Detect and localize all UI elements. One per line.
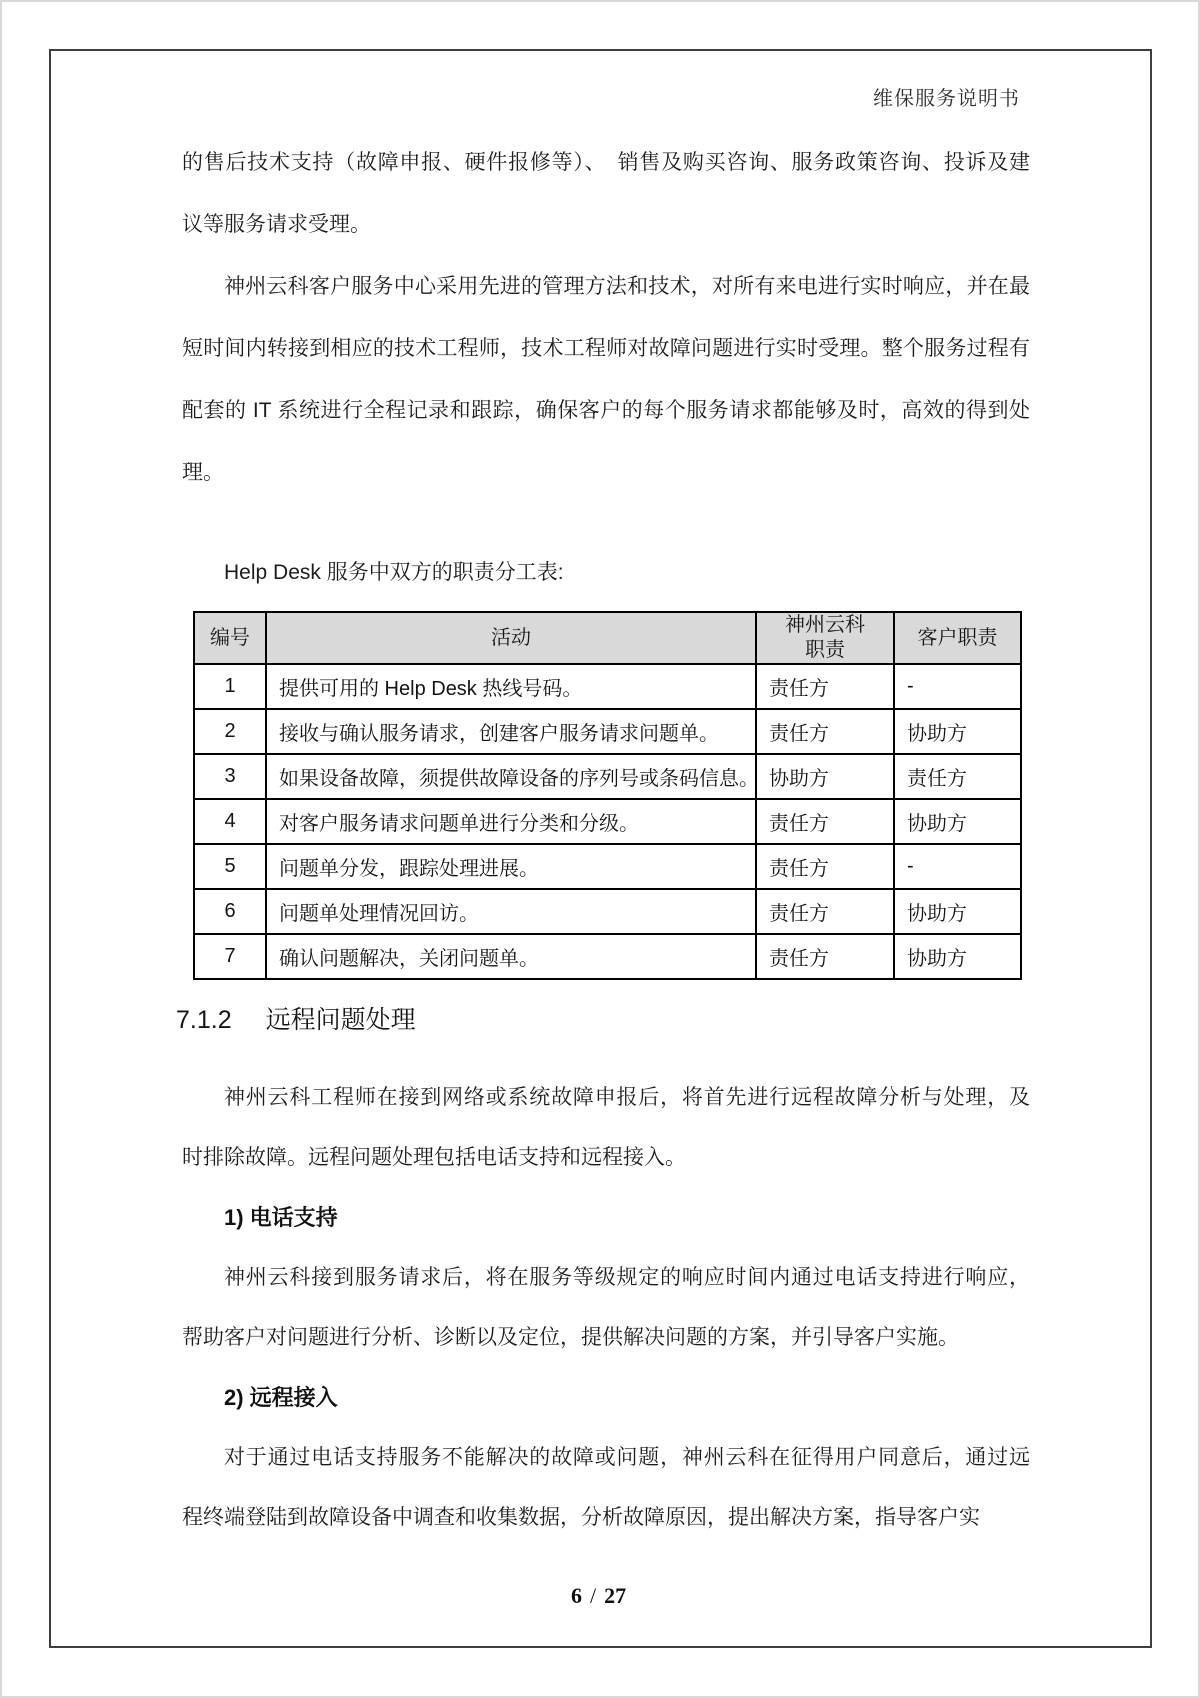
responsibility-table — [193, 611, 1022, 980]
table-header-dky-line2: 职责 — [805, 639, 845, 661]
table-cell-no: 6 — [194, 889, 266, 934]
table-row — [194, 754, 1021, 799]
page-number: 6 — [570, 1583, 582, 1608]
subheading-remote-access: 2) 远程接入 — [224, 1385, 338, 1410]
table-cell-customer: 协助方 — [894, 709, 1021, 754]
table-cell-activity: 如果设备故障，须提供故障设备的序列号或条码信息。 — [266, 754, 756, 799]
table-cell-dky: 责任方 — [756, 934, 894, 979]
paragraph-line: 配套的 IT 系统进行全程记录和跟踪，确保客户的每个服务请求都能够及时，高效的得到处 — [182, 399, 1030, 422]
table-row — [194, 934, 1021, 979]
table-cell-dky: 责任方 — [756, 889, 894, 934]
table-cell-activity: 问题单分发，跟踪处理进展。 — [266, 844, 756, 889]
helpdesk-table-intro: Help Desk 服务中双方的职责分工表: — [224, 561, 564, 584]
subheading-phone-support: 1) 电话支持 — [224, 1205, 338, 1230]
paragraph-line: 的售后技术支持（故障申报、硬件报修等）、 销售及购买咨询、服务政策咨询、投诉及建 — [182, 151, 1030, 174]
table-cell-activity: 对客户服务请求问题单进行分类和分级。 — [266, 799, 756, 844]
page-number-separator: / — [589, 1583, 597, 1608]
section-heading-7-1-2 — [176, 990, 1030, 1050]
table-cell-dky: 协助方 — [756, 754, 894, 799]
table-cell-activity: 提供可用的 Help Desk 热线号码。 — [266, 664, 756, 709]
paragraph-line: 对于通过电话支持服务不能解决的故障或问题，神州云科在征得用户同意后，通过远 — [224, 1446, 1030, 1469]
table-cell-dky: 责任方 — [756, 664, 894, 709]
table-cell-dky: 责任方 — [756, 844, 894, 889]
table-cell-customer: 协助方 — [894, 799, 1021, 844]
table-header-customer-responsibility: 客户职责 — [894, 612, 1021, 664]
table-header-row — [194, 612, 1021, 664]
table-cell-activity: 接收与确认服务请求，创建客户服务请求问题单。 — [266, 709, 756, 754]
table-header-dky-line1: 神州云科 — [785, 614, 865, 636]
table-row — [194, 844, 1021, 889]
paragraph-line: 理。 — [182, 461, 224, 484]
table-header-activity: 活动 — [266, 612, 756, 664]
table-cell-customer: - — [894, 844, 1021, 889]
section-title: 远程问题处理 — [265, 1006, 416, 1034]
table-row — [194, 889, 1021, 934]
table-cell-activity: 确认问题解决，关闭问题单。 — [266, 934, 756, 979]
table-row — [194, 799, 1021, 844]
page-footer — [49, 1583, 1148, 1609]
table-cell-customer: - — [894, 664, 1021, 709]
doc-header-title: 维保服务说明书 — [873, 88, 1020, 110]
paragraph-line: 时排除故障。远程问题处理包括电话支持和远程接入。 — [182, 1146, 686, 1169]
table-cell-customer: 协助方 — [894, 934, 1021, 979]
total-pages: 27 — [604, 1583, 627, 1608]
table-header-no: 编号 — [194, 612, 266, 664]
paragraph-line: 神州云科工程师在接到网络或系统故障申报后，将首先进行远程故障分析与处理，及 — [224, 1086, 1030, 1109]
paragraph-line: 短时间内转接到相应的技术工程师，技术工程师对故障问题进行实时受理。整个服务过程有 — [182, 337, 1030, 360]
section-number: 7.1.2 — [176, 1006, 232, 1034]
table-cell-customer: 协助方 — [894, 889, 1021, 934]
table-header-dky-responsibility — [756, 612, 894, 664]
table-row — [194, 709, 1021, 754]
table-row — [194, 664, 1021, 709]
paragraph-line: 程终端登陆到故障设备中调查和收集数据，分析故障原因，提出解决方案，指导客户实 — [182, 1506, 980, 1529]
paragraph-line: 神州云科客户服务中心采用先进的管理方法和技术，对所有来电进行实时响应，并在最 — [224, 275, 1030, 298]
table-cell-customer: 责任方 — [894, 754, 1021, 799]
table-cell-dky: 责任方 — [756, 709, 894, 754]
table-cell-no: 5 — [194, 844, 266, 889]
paragraph-line: 帮助客户对问题进行分析、诊断以及定位，提供解决问题的方案，并引导客户实施。 — [182, 1326, 959, 1349]
paragraph-line: 议等服务请求受理。 — [182, 213, 371, 236]
table-cell-activity: 问题单处理情况回访。 — [266, 889, 756, 934]
table-cell-no: 2 — [194, 709, 266, 754]
document-body — [176, 132, 1030, 1548]
table-cell-no: 7 — [194, 934, 266, 979]
table-cell-no: 4 — [194, 799, 266, 844]
table-cell-dky: 责任方 — [756, 799, 894, 844]
paragraph-line: 神州云科接到服务请求后，将在服务等级规定的响应时间内通过电话支持进行响应， — [224, 1266, 1030, 1289]
table-cell-no: 3 — [194, 754, 266, 799]
table-cell-no: 1 — [194, 664, 266, 709]
